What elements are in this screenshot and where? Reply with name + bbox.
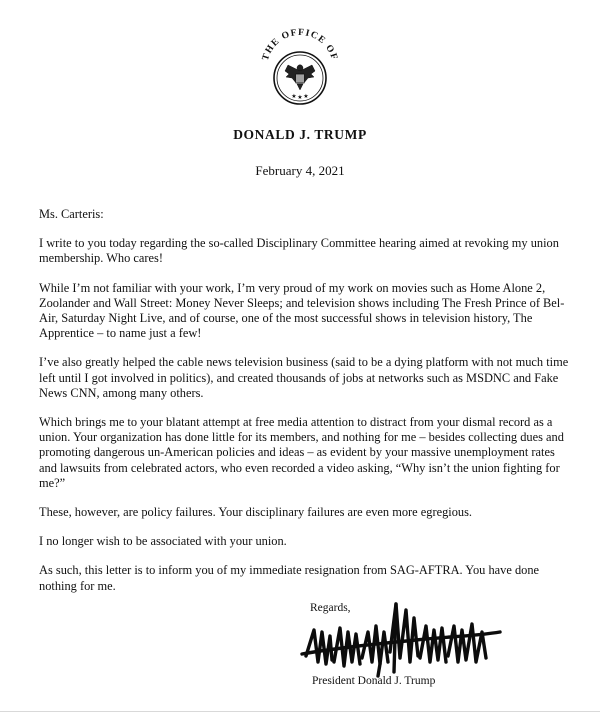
presidential-seal-logo (255, 16, 345, 116)
closing: Regards, (310, 602, 351, 614)
paragraph: I no longer wish to be associated with your union. (39, 534, 287, 549)
paragraph: Which brings me to your blatant attempt at free media attention to distract from your dismal record as a union. Your organization has done little for its members, and nothing for me – besides collecting dues and promoting dangerous un-American policies and ideas – as evident by your massive unemployment rates and lawsuits from celebrated actors, who even recorded a video asking, “Why isn’t the union fighting for me?” (39, 415, 564, 490)
paragraph: While I’m not familiar with your work, I’m very proud of my work on movies such as Home Alone 2, Zoolander and Wall Street: Money Never Sleeps; and television shows including The Fresh Prince of Bel-Air, Saturday Night Live, and of course, one of the most successful shows in television history, The Apprentice – to name just a few! (39, 280, 565, 341)
letter-date: February 4, 2021 (255, 163, 345, 178)
svg-text:★: ★ (303, 93, 309, 100)
signer-name: President Donald J. Trump (312, 675, 436, 687)
office-name: DONALD J. TRUMP (233, 127, 367, 142)
paragraph: I’ve also greatly helped the cable news television business (said to be a dying platform with not much time left until I got involved in politics), and created thousands of jobs at networks such as MSDNC and Fake News CNN, among many others. (39, 355, 569, 400)
paragraph: I write to you today regarding the so-called Disciplinary Committee hearing aimed at revoking my union membership. Who cares! (39, 236, 559, 266)
paragraph: These, however, are policy failures. Your disciplinary failures are even more egregious. (39, 505, 473, 520)
paragraph: As such, this letter is to inform you of my immediate resignation from SAG-AFTRA. You have done nothing for me. (39, 563, 540, 593)
salutation: Ms. Carteris: (39, 207, 104, 221)
seal-text: THE OFFICE OF (260, 27, 340, 63)
svg-text:★: ★ (291, 93, 297, 100)
svg-text:THE OFFICE OF (261, 28, 339, 62)
letter-body (39, 207, 569, 608)
svg-text:★: ★ (297, 94, 303, 101)
